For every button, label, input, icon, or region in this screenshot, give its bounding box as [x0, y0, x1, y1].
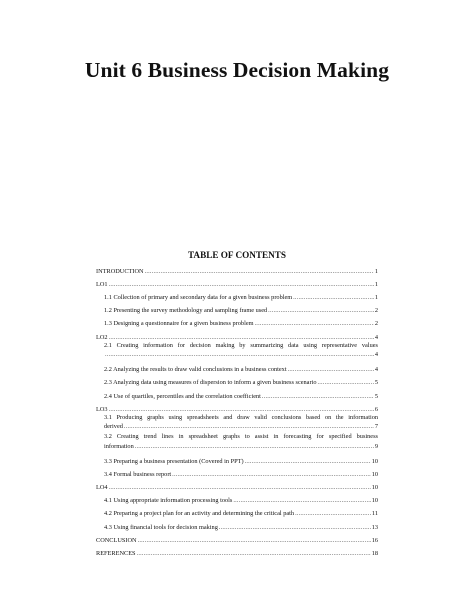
toc-entry-1-1[interactable]	[96, 289, 378, 302]
toc-leader-dots	[135, 443, 374, 451]
toc-entry-lo4[interactable]	[96, 479, 378, 492]
toc-entry-page: 2	[374, 307, 378, 315]
table-of-contents	[96, 263, 378, 558]
toc-entry-page: 5	[374, 379, 378, 387]
toc-entry-lo2[interactable]	[96, 328, 378, 341]
toc-entry-text: 2.4 Use of quartiles, percentiles and the correlation coefficient	[104, 392, 261, 400]
toc-leader-dots	[145, 268, 374, 276]
toc-entry-text-continued: information	[104, 442, 134, 450]
toc-entry-page: 10	[371, 471, 378, 479]
toc-entry-text: 3.3 Preparing a business presentation (Covered in PPT)	[104, 458, 244, 466]
toc-entry-text: 2.1 Creating information for decision making by summarizing data using representative values	[104, 341, 378, 349]
toc-entry-text: 3.1 Producing graphs using spreadsheets and draw valid conclusions based on the information	[104, 413, 378, 421]
toc-entry-text: LO1	[96, 281, 108, 289]
toc-entry-2-2[interactable]	[96, 361, 378, 374]
toc-entry-lo1[interactable]	[96, 276, 378, 289]
toc-entry-2-1[interactable]	[96, 342, 378, 362]
toc-entry-conclusion[interactable]	[96, 532, 378, 545]
toc-leader-dots	[295, 510, 371, 518]
toc-leader-dots	[172, 471, 371, 479]
toc-entry-page: 10	[371, 497, 378, 505]
toc-entry-text: 4.3 Using financial tools for decision making	[104, 523, 218, 531]
toc-leader-dots	[293, 294, 374, 302]
toc-entry-text: LO3	[96, 405, 108, 413]
toc-entry-page: 13	[371, 523, 378, 531]
toc-leader-dots	[317, 379, 373, 387]
toc-entry-page: 9	[374, 442, 378, 450]
toc-entry-text: CONCLUSION	[96, 536, 137, 544]
toc-entry-text: 2.2 Analyzing the results to draw valid conclusions in a business context	[104, 366, 287, 374]
toc-entry-text: 2.3 Analyzing data using measures of dispersion to inform a given business scenario	[104, 379, 317, 387]
toc-entry-text: INTRODUCTION	[96, 268, 144, 276]
toc-entry-4-1[interactable]	[96, 492, 378, 505]
toc-leader-dots	[262, 393, 374, 401]
toc-entry-page: 6	[374, 405, 378, 413]
toc-entry-text: 1.3 Designing a questionnaire for a given business problem	[104, 320, 254, 328]
toc-heading: TABLE OF CONTENTS	[187, 250, 287, 260]
toc-entry-page: 5	[374, 392, 378, 400]
toc-entry-page: 10	[371, 458, 378, 466]
toc-leader-dots	[109, 281, 374, 289]
toc-entry-page: 1	[374, 294, 378, 302]
toc-entry-text-continued: derived	[104, 423, 123, 431]
toc-entry-1-2[interactable]	[96, 302, 378, 315]
toc-leader-dots	[138, 537, 371, 545]
toc-entry-page: 1	[374, 268, 378, 276]
toc-entry-text: REFERENCES	[96, 549, 136, 557]
toc-entry-page: 11	[371, 510, 378, 518]
toc-leader-dots	[268, 307, 374, 315]
toc-leader-dots	[137, 550, 371, 558]
toc-entry-text: 4.2 Preparing a project plan for an activity and determining the critical path	[104, 510, 295, 518]
toc-entry-4-3[interactable]	[96, 518, 378, 531]
toc-entry-1-3[interactable]	[96, 315, 378, 328]
toc-leader-dots	[105, 351, 374, 359]
toc-entry-page: 4	[374, 333, 378, 341]
toc-entry-text: LO2	[96, 333, 108, 341]
toc-leader-dots	[245, 458, 371, 466]
toc-leader-dots	[288, 366, 374, 374]
toc-entry-page: 1	[374, 281, 378, 289]
toc-entry-page: 10	[371, 484, 378, 492]
toc-leader-dots	[233, 497, 370, 505]
toc-entry-lo3[interactable]	[96, 401, 378, 414]
toc-entry-text: 4.1 Using appropriate information processing tools	[104, 497, 233, 505]
toc-leader-dots	[109, 484, 371, 492]
toc-leader-dots	[219, 524, 371, 532]
toc-entry-3-4[interactable]	[96, 466, 378, 479]
toc-entry-3-3[interactable]	[96, 453, 378, 466]
toc-entry-page: 18	[371, 549, 378, 557]
toc-entry-text: 3.2 Creating trend lines in spreadsheet graphs to assist in forecasting for specified business	[104, 433, 378, 441]
toc-entry-references[interactable]	[96, 545, 378, 558]
toc-entry-text: 1.1 Collection of primary and secondary data for a given business problem	[104, 294, 293, 302]
toc-leader-dots	[109, 334, 374, 342]
toc-entry-page: 2	[374, 320, 378, 328]
toc-entry-2-3[interactable]	[96, 374, 378, 387]
toc-entry-text: 1.2 Presenting the survey methodology and sampling frame used	[104, 307, 268, 315]
toc-entry-page: 7	[374, 423, 378, 431]
toc-entry-3-2[interactable]	[96, 433, 378, 453]
toc-entry-4-2[interactable]	[96, 505, 378, 518]
toc-leader-dots	[109, 406, 374, 414]
toc-entry-introduction[interactable]	[96, 263, 378, 276]
document-title: Unit 6 Business Decision Making	[84, 58, 390, 82]
toc-entry-3-1[interactable]	[96, 414, 378, 434]
toc-entry-page: 4	[374, 351, 378, 359]
toc-entry-text: 3.4 Formal business report	[104, 471, 172, 479]
toc-leader-dots	[124, 423, 374, 431]
toc-entry-text: LO4	[96, 484, 108, 492]
toc-entry-page: 4	[374, 366, 378, 374]
toc-entry-2-4[interactable]	[96, 387, 378, 400]
toc-leader-dots	[255, 320, 374, 328]
toc-entry-page: 16	[371, 536, 378, 544]
